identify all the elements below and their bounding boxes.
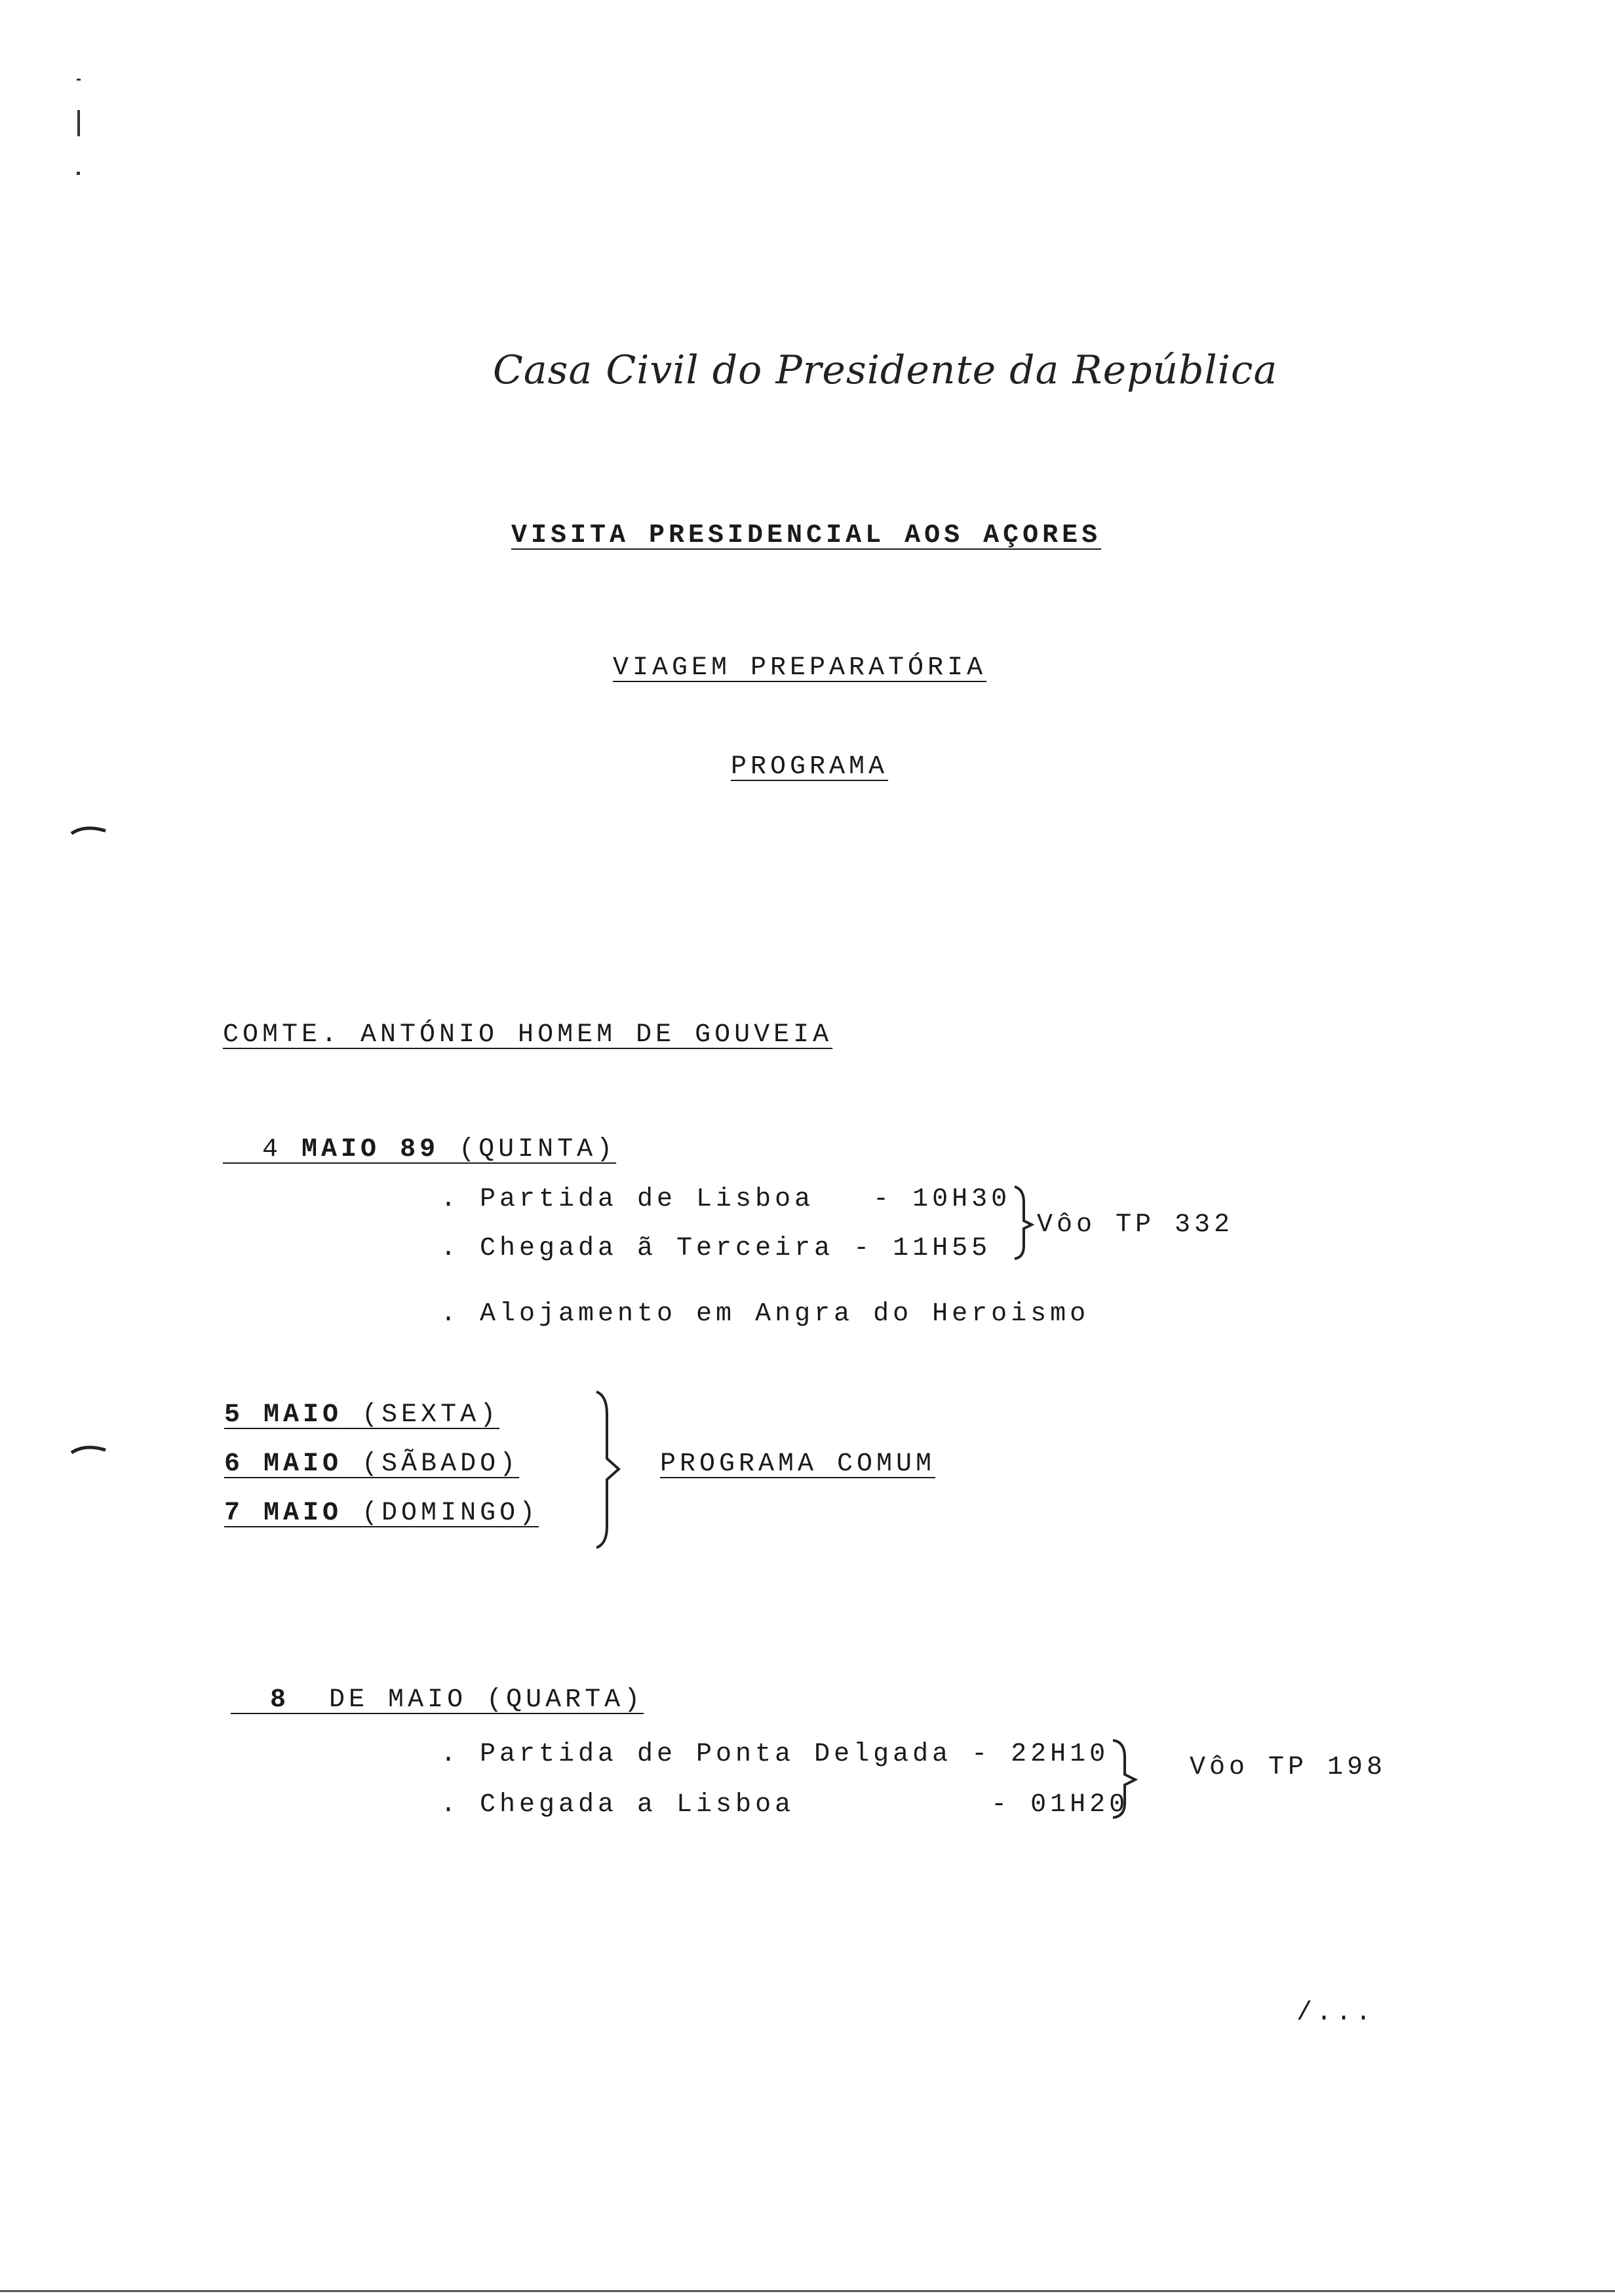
margin-mark	[69, 819, 108, 839]
scan-edge-line	[0, 2290, 1615, 2292]
margin-mark	[77, 172, 80, 175]
common-program-label: PROGRAMA COMUM	[660, 1449, 936, 1479]
day1-item-lodging: . Alojamento em Angra do Heroismo	[440, 1299, 1090, 1329]
document-title: VISITA PRESIDENCIAL AOS AÇORES	[511, 521, 1102, 550]
day1-flight-brace	[1009, 1183, 1036, 1261]
day8-item-arrival: . Chegada a Lisboa - 01H20	[440, 1790, 1129, 1820]
person-name: COMTE. ANTÓNIO HOMEM DE GOUVEIA	[223, 1020, 833, 1050]
common-day-2-date: 6 MAIO	[224, 1449, 343, 1479]
margin-mark	[77, 79, 81, 81]
day1-item-arrival: . Chegada ã Terceira - 11H55	[440, 1234, 992, 1263]
margin-mark	[69, 1438, 108, 1458]
common-day-3-date: 7 MAIO	[224, 1499, 343, 1528]
day8-flight: Vôo TP 198	[1190, 1753, 1387, 1782]
common-day-3-weekday: (DOMINGO)	[362, 1499, 539, 1528]
day1-date-month: MAIO 89	[302, 1135, 440, 1164]
day8-date	[231, 1656, 644, 1715]
day1-date-num: 4	[262, 1135, 282, 1164]
day8-date-num: 8	[270, 1685, 290, 1715]
common-days-brace	[590, 1388, 629, 1552]
common-day-1-weekday: (SEXTA)	[362, 1400, 500, 1430]
section-heading: PROGRAMA	[731, 752, 889, 782]
common-day-2-weekday: (SÃBADO)	[362, 1449, 520, 1479]
document-subtitle: VIAGEM PREPARATÓRIA	[613, 653, 987, 683]
letterhead: Casa Civil do Presidente da República	[493, 347, 1278, 393]
day1-weekday: (QUINTA)	[459, 1135, 617, 1164]
day8-weekday: (QUARTA)	[486, 1685, 644, 1715]
day1-item-departure: . Partida de Lisboa - 10H30	[440, 1185, 1011, 1214]
continuation-mark: /...	[1296, 1999, 1376, 2028]
day1-date	[223, 1105, 616, 1164]
common-day-1	[224, 1400, 499, 1430]
day8-flight-brace	[1109, 1735, 1142, 1820]
day8-item-departure: . Partida de Ponta Delgada - 22H10	[440, 1740, 1110, 1769]
common-day-3	[224, 1499, 539, 1528]
common-day-2	[224, 1449, 519, 1479]
margin-mark	[77, 110, 80, 136]
day8-date-month: DE MAIO	[329, 1685, 467, 1715]
day1-flight: Vôo TP 332	[1037, 1210, 1234, 1240]
common-day-1-date: 5 MAIO	[224, 1400, 343, 1430]
